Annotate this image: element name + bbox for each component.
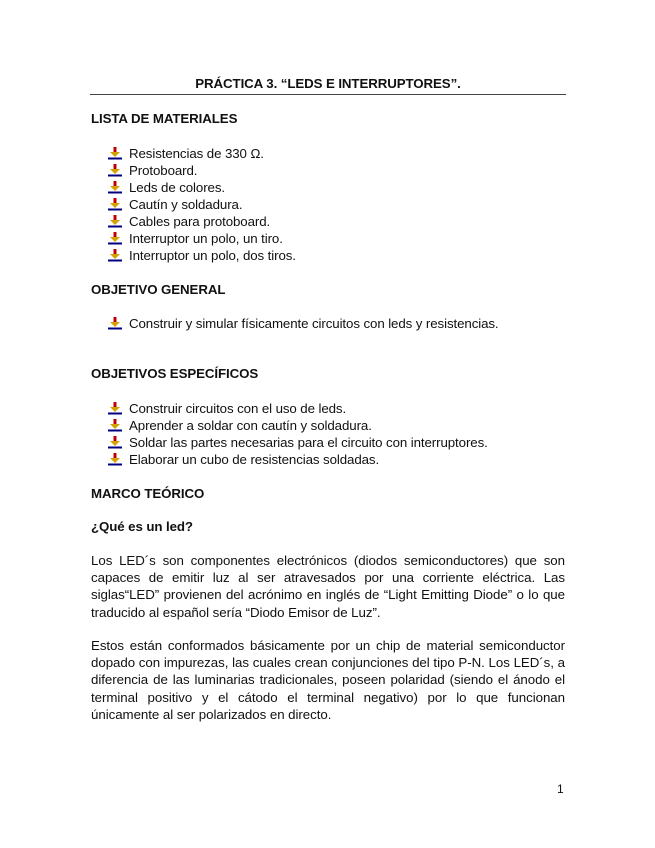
materials-list <box>108 145 296 264</box>
list-item <box>108 315 499 332</box>
list-item <box>108 230 296 247</box>
list-item <box>108 145 296 162</box>
specific-objectives-heading: OBJETIVOS ESPECÍFICOS <box>91 366 259 381</box>
theory-heading: MARCO TEÓRICO <box>91 486 205 501</box>
arrow-down-bullet-icon <box>108 419 123 432</box>
arrow-down-bullet-icon <box>108 317 123 330</box>
title-underline <box>90 94 566 95</box>
arrow-down-bullet-icon <box>108 402 123 415</box>
arrow-down-bullet-icon <box>108 232 123 245</box>
materials-heading: LISTA DE MATERIALES <box>91 111 238 126</box>
list-item-text: Cautín y soldadura. <box>129 197 243 212</box>
document-title: PRÁCTICA 3. “LEDS E INTERRUPTORES”. <box>195 76 461 91</box>
list-item-text: Elaborar un cubo de resistencias soldadas. <box>129 452 380 467</box>
arrow-down-bullet-icon <box>108 198 123 211</box>
list-item-text: Aprender a soldar con cautín y soldadura. <box>129 418 372 433</box>
list-item <box>108 162 296 179</box>
list-item <box>108 179 296 196</box>
list-item-text: Resistencias de 330 Ω. <box>129 146 264 161</box>
theory-paragraph: Estos están conformados básicamente por un chip de material semiconductor dopado con impurezas, las cuales crean conjunciones del tipo P-N. Los LED´s, a diferencia de las luminarias tradicionales, poseen polaridad (siendo el ánodo el terminal positivo y el cátodo el terminal negativo) por lo que funcionan únicamente al ser polarizados en directo. <box>91 638 565 722</box>
list-item <box>108 434 488 451</box>
theory-paragraph: Los LED´s son componentes electrónicos (diodos semiconductores) que son capaces de emitir luz al ser atravesados por una corriente eléctrica. Las siglas“LED” provienen del acrónimo en inglés de “Light Emitting Diode” o lo que traducido al español sería “Diodo Emisor de Luz”. <box>91 553 565 620</box>
list-item-text: Protoboard. <box>129 163 198 178</box>
arrow-down-bullet-icon <box>108 147 123 160</box>
arrow-down-bullet-icon <box>108 453 123 466</box>
page-number: 1 <box>557 782 564 796</box>
general-objective-heading: OBJETIVO GENERAL <box>91 282 226 297</box>
list-item-text: Leds de colores. <box>129 180 225 195</box>
arrow-down-bullet-icon <box>108 181 123 194</box>
list-item-text: Soldar las partes necesarias para el circuito con interruptores. <box>129 435 488 450</box>
list-item-text: Construir y simular físicamente circuitos con leds y resistencias. <box>129 316 499 331</box>
arrow-down-bullet-icon <box>108 215 123 228</box>
arrow-down-bullet-icon <box>108 164 123 177</box>
list-item <box>108 247 296 264</box>
list-item-text: Cables para protoboard. <box>129 214 271 229</box>
arrow-down-bullet-icon <box>108 249 123 262</box>
list-item <box>108 451 488 468</box>
list-item-text: Interruptor un polo, un tiro. <box>129 231 283 246</box>
list-item <box>108 400 488 417</box>
list-item <box>108 417 488 434</box>
list-item-text: Interruptor un polo, dos tiros. <box>129 248 296 263</box>
theory-subheading: ¿Qué es un led? <box>91 519 193 534</box>
arrow-down-bullet-icon <box>108 436 123 449</box>
general-objective-list <box>108 315 499 332</box>
specific-objectives-list <box>108 400 488 468</box>
list-item-text: Construir circuitos con el uso de leds. <box>129 401 347 416</box>
list-item <box>108 213 296 230</box>
list-item <box>108 196 296 213</box>
